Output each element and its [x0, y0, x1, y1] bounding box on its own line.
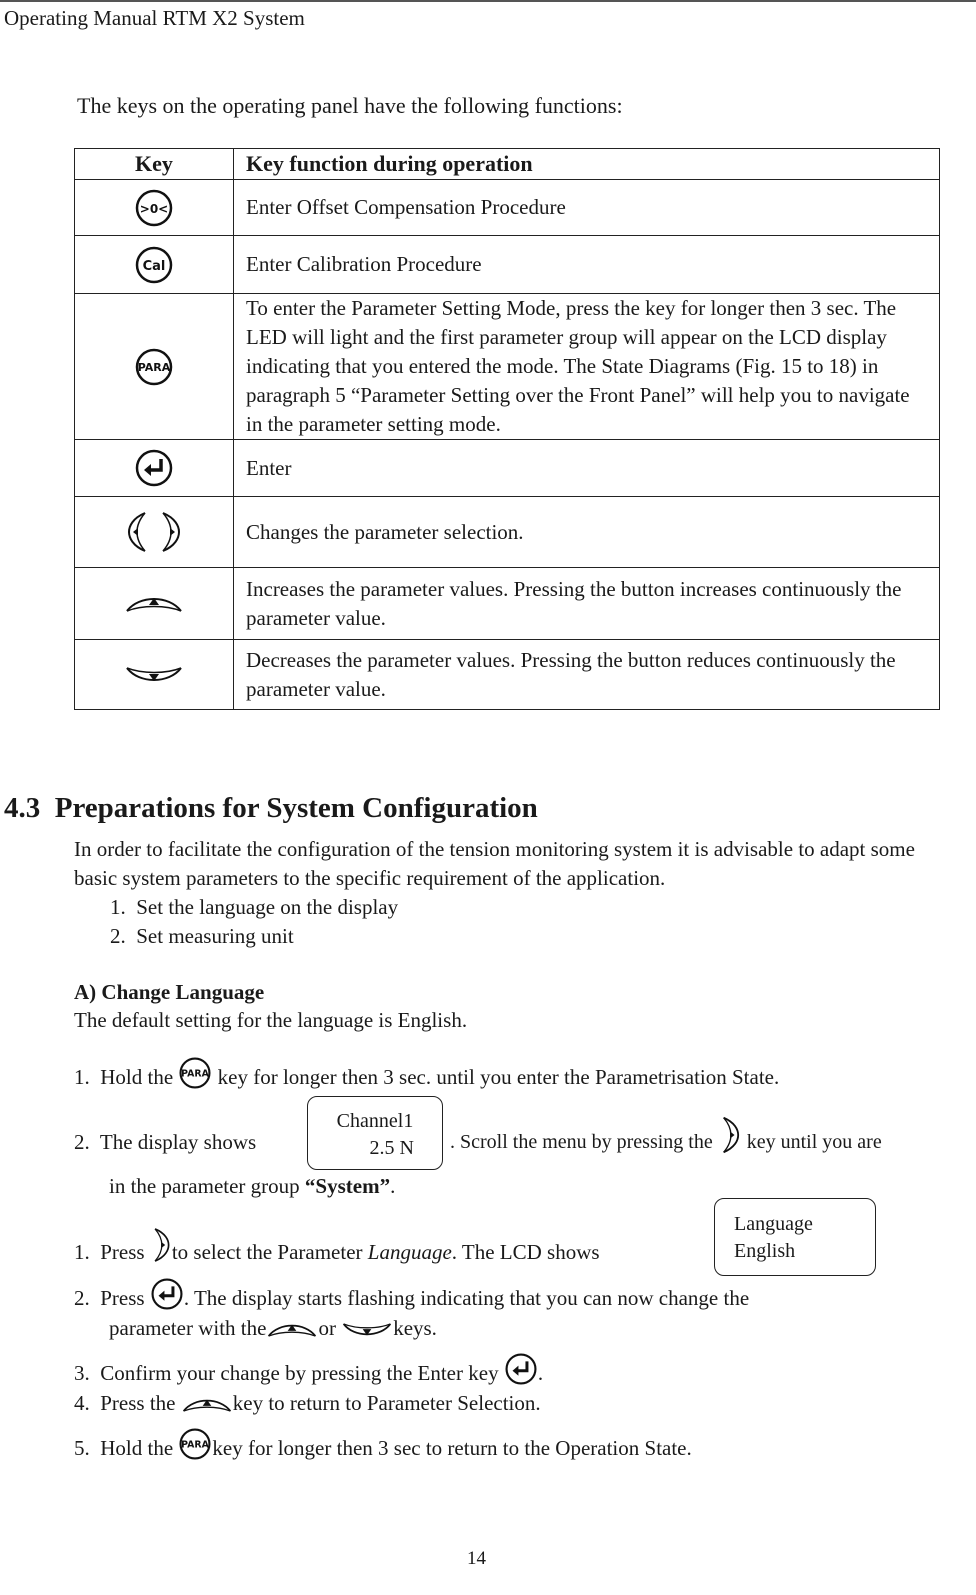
lcd-display-channel — [307, 1096, 443, 1170]
step-text: Confirm your change by pressing the Enter key — [100, 1361, 499, 1385]
page-number: 14 — [467, 1548, 486, 1569]
header-function: Key function during operation — [234, 149, 940, 180]
step-text: . — [390, 1174, 396, 1198]
key-cell — [75, 497, 234, 568]
right-key-icon — [157, 510, 183, 554]
table-row — [75, 294, 940, 440]
key-cell — [75, 440, 234, 497]
para-key-icon — [178, 1427, 212, 1461]
step-return-operation — [74, 1434, 692, 1463]
right-key-icon — [150, 1226, 172, 1264]
section-number: 4.3 — [4, 792, 41, 824]
step-text: key to return to Parameter Selection. — [232, 1391, 541, 1415]
default-language-text: The default setting for the language is English. — [74, 1008, 468, 1032]
list-number: 1. — [110, 895, 126, 919]
step-text: in the parameter group — [109, 1174, 305, 1198]
step-press-enter — [74, 1284, 749, 1313]
step-number: 1. — [74, 1065, 90, 1089]
enter-key-icon — [134, 448, 174, 488]
key-description: Changes the parameter selection. — [234, 497, 940, 568]
lcd-line-2: 2.5 N — [369, 1137, 414, 1159]
cal-key-icon — [134, 245, 174, 285]
key-cell — [75, 236, 234, 294]
step-text: or — [318, 1316, 336, 1340]
step-parameter-group — [109, 1172, 395, 1201]
up-key-icon — [266, 1317, 318, 1343]
left-key-icon — [125, 510, 151, 554]
step-text: The display shows — [99, 1130, 257, 1154]
para-key-icon — [134, 347, 174, 387]
step-text: key for longer then 3 sec. until you enter the Parametrisation State. — [217, 1065, 780, 1089]
step-number: 2. — [74, 1130, 90, 1154]
step-select-language — [74, 1238, 600, 1267]
step-text: keys. — [393, 1316, 437, 1340]
key-cell — [75, 568, 234, 640]
step-text: . — [537, 1361, 544, 1385]
step-return-selection — [74, 1389, 541, 1418]
step-text: key for longer then 3 sec to return to the Operation State. — [212, 1436, 692, 1460]
up-key-icon — [181, 1392, 233, 1418]
header-key: Key — [75, 149, 234, 180]
step-number: 3. — [74, 1361, 90, 1385]
step-number: 1. — [74, 1240, 90, 1264]
table-row — [75, 180, 940, 236]
step-confirm — [74, 1359, 543, 1388]
step-text: parameter with the — [109, 1316, 267, 1340]
step-scroll-text — [450, 1128, 882, 1157]
offset-key-icon — [134, 188, 174, 228]
key-description: Enter — [234, 440, 940, 497]
key-cell — [75, 180, 234, 236]
key-description: Enter Offset Compensation Procedure — [234, 180, 940, 236]
lcd-line-1: Language — [734, 1213, 813, 1235]
key-description: Increases the parameter values. Pressing the button increases continuously the parameter value. — [234, 568, 940, 640]
lcd-display-language — [714, 1198, 876, 1276]
table-row — [75, 640, 940, 710]
list-text: Set the language on the display — [136, 895, 399, 919]
right-key-icon — [718, 1115, 742, 1155]
step-display-shows — [74, 1128, 256, 1157]
lcd-line-1: Channel1 — [336, 1110, 414, 1132]
document-header: Operating Manual RTM X2 System — [4, 6, 305, 30]
step-text: Hold the — [100, 1436, 174, 1460]
list-item — [110, 922, 294, 951]
step-text: Press — [100, 1286, 145, 1310]
step-text: . The LCD shows — [451, 1240, 600, 1264]
list-text: Set measuring unit — [136, 924, 294, 948]
step-text: . The display starts flashing indicating that you can now change the — [183, 1286, 750, 1310]
table-row — [75, 236, 940, 294]
step-text: Press — [100, 1240, 145, 1264]
key-description: To enter the Parameter Setting Mode, press the key for longer then 3 sec. The LED will light and the first parameter group will appear on the LCD display indicating that you entered the mode. The State Diagrams (Fig. 15 to 18) in paragraph 5 “Parameter Setting over the Front Panel” will help you to navigate in the parameter setting mode. — [234, 294, 940, 440]
list-number: 2. — [110, 924, 126, 948]
step-number: 2. — [74, 1286, 90, 1310]
table-row — [75, 568, 940, 640]
step-number: 5. — [74, 1436, 90, 1460]
table-row — [75, 440, 940, 497]
para-key-icon — [178, 1056, 212, 1090]
step-number: 4. — [74, 1391, 90, 1415]
section-title: Preparations for System Configuration — [54, 792, 538, 824]
group-name: “System” — [304, 1174, 391, 1198]
section-heading — [4, 792, 538, 825]
key-cell — [75, 294, 234, 440]
subsection-heading: A) Change Language — [74, 980, 265, 1004]
step-text: Hold the — [100, 1065, 174, 1089]
step-text: Press the — [100, 1391, 176, 1415]
key-cell — [75, 640, 234, 710]
list-item — [110, 893, 398, 922]
down-key-icon — [124, 660, 184, 690]
enter-key-icon — [504, 1352, 538, 1386]
section-paragraph: In order to facilitate the configuration of the tension monitoring system it is advisable to adapt some basic system parameters to the specific requirement of the application. — [74, 837, 915, 890]
step-text: . Scroll the menu by pressing the — [450, 1131, 713, 1153]
step-text: to select the Parameter — [171, 1240, 368, 1264]
step-change-value — [109, 1314, 437, 1343]
up-key-icon — [124, 589, 184, 619]
enter-key-icon — [150, 1277, 184, 1311]
key-description: Decreases the parameter values. Pressing the button reduces continuously the parameter value. — [234, 640, 940, 710]
table-header-row — [75, 149, 940, 180]
down-key-icon — [341, 1317, 393, 1343]
table-row — [75, 497, 940, 568]
intro-text: The keys on the operating panel have the following functions: — [77, 93, 623, 118]
key-description: Enter Calibration Procedure — [234, 236, 940, 294]
step-text: key until you are — [746, 1131, 882, 1153]
header-rule — [0, 0, 976, 2]
key-function-table — [74, 148, 940, 710]
step-hold-para — [74, 1063, 779, 1092]
lcd-line-2: English — [734, 1240, 796, 1262]
parameter-name: Language — [367, 1240, 452, 1264]
